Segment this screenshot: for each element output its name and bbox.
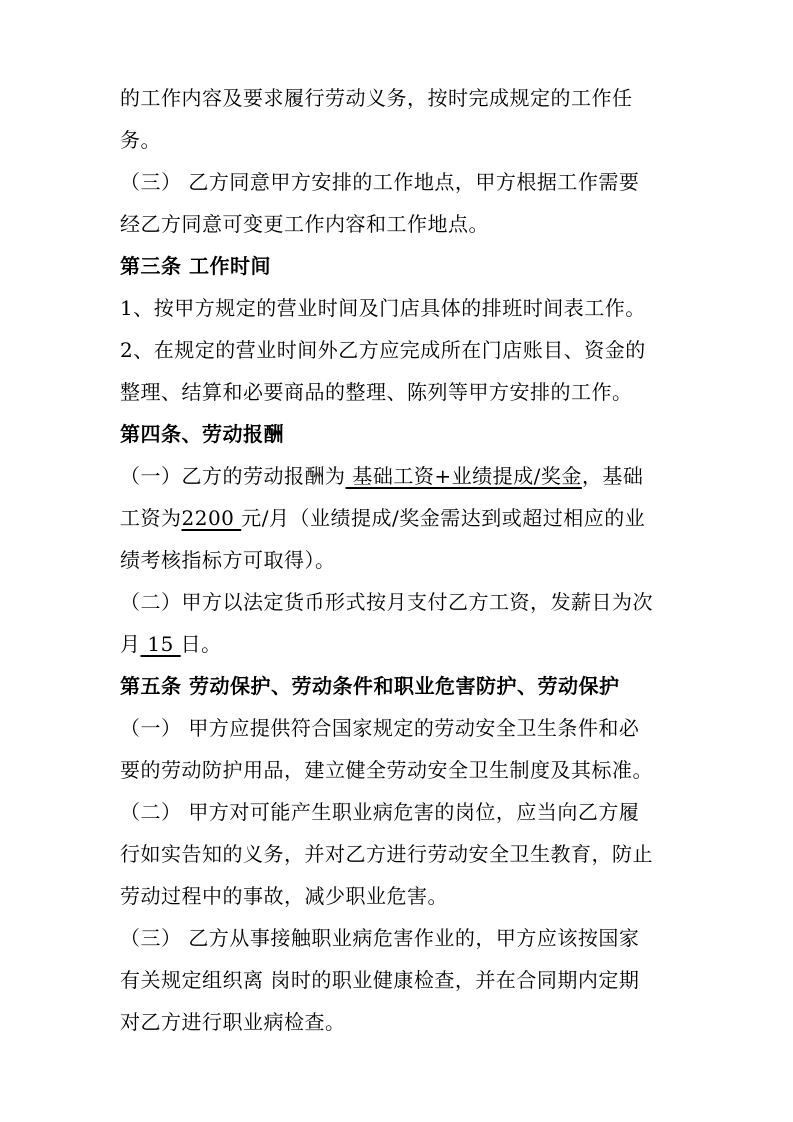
paragraph-line: 2、在规定的营业时间外乙方应完成所在门店账目、资金的	[120, 338, 646, 362]
text-segment: 日。	[180, 632, 222, 656]
paragraph-line: （二）甲方以法定货币形式按月支付乙方工资，发薪日为次	[120, 590, 653, 614]
paragraph-line-payday	[120, 630, 222, 658]
paragraph-line: 的工作内容及要求履行劳动义务，按时完成规定的工作任	[120, 86, 633, 110]
paragraph-line: （三） 乙方从事接触职业病危害作业的，甲方应该按国家	[120, 926, 640, 950]
section-heading-article-4: 第四条、劳动报酬	[120, 422, 284, 446]
text-segment: 元/月（业绩提成/奖金需达到或超过相应的业	[241, 506, 646, 530]
paragraph-line: 有关规定组织离 岗时的职业健康检查，并在合同期内定期	[120, 968, 640, 992]
paragraph-line: （三） 乙方同意甲方安排的工作地点，甲方根据工作需要	[120, 170, 640, 194]
paragraph-line: 整理、结算和必要商品的整理、陈列等甲方安排的工作。	[120, 380, 633, 404]
filled-blank-base-salary: 2200	[181, 506, 242, 530]
paragraph-line: 要的劳动防护用品，建立健全劳动安全卫生制度及其标准。	[120, 758, 653, 782]
filled-blank-payday: 15	[140, 632, 181, 656]
paragraph-line-salary-structure	[120, 462, 643, 490]
paragraph-line: 1、按甲方规定的营业时间及门店具体的排班时间表工作。	[120, 296, 646, 320]
paragraph-line: 务。	[120, 128, 161, 152]
paragraph-line-base-salary	[120, 504, 645, 532]
paragraph-line: 对乙方进行职业病检查。	[120, 1010, 346, 1034]
paragraph-line: 劳动过程中的事故，减少职业危害。	[120, 884, 448, 908]
section-heading-article-3: 第三条 工作时间	[120, 254, 271, 278]
paragraph-line: 行如实告知的义务，并对乙方进行劳动安全卫生教育，防止	[120, 842, 653, 866]
filled-blank-salary-structure: 基础工资+业绩提成/奖金	[345, 464, 582, 488]
paragraph-line: 绩考核指标方可取得）。	[120, 548, 336, 572]
paragraph-line: （二） 甲方对可能产生职业病危害的岗位，应当向乙方履	[120, 800, 640, 824]
paragraph-line: （一） 甲方应提供符合国家规定的劳动安全卫生条件和必	[120, 716, 640, 740]
paragraph-line: 经乙方同意可变更工作内容和工作地点。	[120, 212, 489, 236]
section-heading-article-5: 第五条 劳动保护、劳动条件和职业危害防护、劳动保护	[120, 674, 620, 698]
text-segment: （一）乙方的劳动报酬为	[120, 464, 346, 488]
text-segment: 月	[120, 632, 141, 656]
text-segment: 工资为	[120, 506, 182, 530]
text-segment: ，基础	[581, 464, 644, 488]
